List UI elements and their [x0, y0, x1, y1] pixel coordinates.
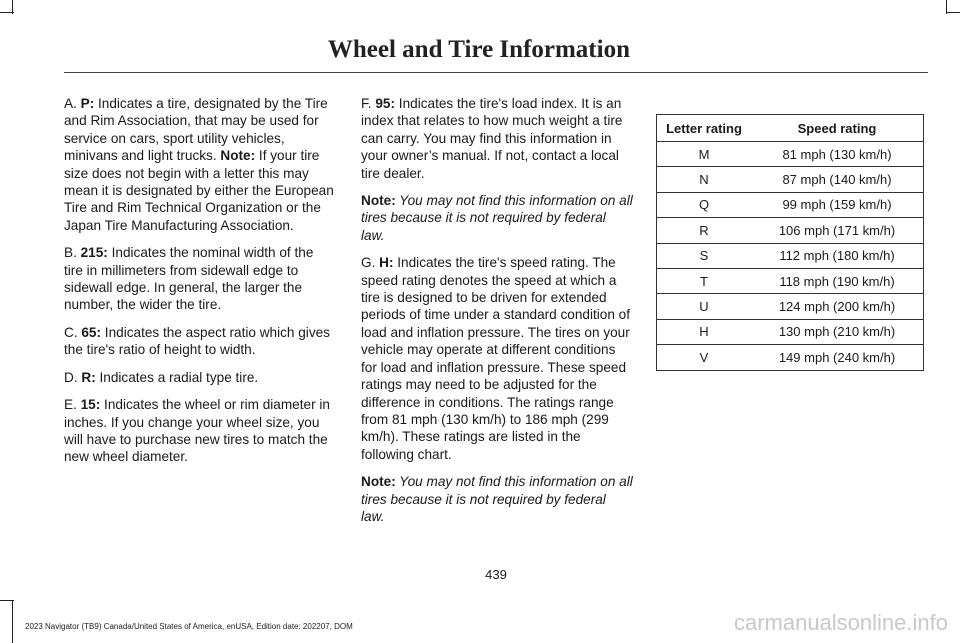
column-header-speed-rating: Speed rating — [751, 115, 924, 142]
item-a-note-text: If your tire size does not begin with a letter this may mean it is designated by either the European Tire and Rim Technical Organization or the Japan Tire Manufacturing Association. — [64, 148, 334, 233]
item-d-text: Indicates a radial type tire. — [95, 369, 259, 385]
item-f-text: Indicates the tire's load index. It is an index that relates to how much weight a tire can carry. You may find this information in your owner’s manual. If not, contact a local tire dealer. — [361, 96, 623, 181]
letter-cell: Q — [657, 192, 752, 217]
speed-cell: 118 mph (190 km/h) — [751, 268, 924, 293]
item-c — [64, 324, 336, 359]
item-e — [64, 396, 336, 466]
item-a-note-label: Note: — [220, 148, 256, 164]
table-row — [657, 167, 924, 192]
crop-mark — [946, 12, 960, 13]
letter-cell: V — [657, 345, 752, 370]
speed-cell: 124 mph (200 km/h) — [751, 294, 924, 319]
header-rule — [64, 72, 928, 73]
item-e-key: 15: — [80, 397, 101, 413]
table-row — [657, 294, 924, 319]
left-column — [64, 95, 336, 476]
page-title: Wheel and Tire Information — [327, 36, 630, 63]
item-b — [64, 244, 336, 314]
speed-cell: 87 mph (140 km/h) — [751, 167, 924, 192]
item-d-key: R: — [81, 369, 96, 385]
speed-cell: 149 mph (240 km/h) — [751, 345, 924, 370]
item-e-text: Indicates the wheel or rim diameter in inches. If you change your wheel size, you will have to purchase new tires to match the new wheel diameter. — [64, 397, 330, 465]
note-2-text: You may not find this information on all tires because it is not required by federal law. — [361, 474, 633, 524]
item-d — [64, 369, 336, 386]
table-row — [657, 319, 924, 344]
item-b-key: 215: — [80, 245, 108, 261]
letter-cell: H — [657, 319, 752, 344]
item-f — [361, 95, 633, 182]
crop-mark — [12, 600, 13, 643]
item-a-key: P: — [80, 96, 95, 111]
item-g — [361, 254, 633, 463]
item-c-text: Indicates the aspect ratio which gives the tire's ratio of height to width. — [64, 324, 330, 358]
item-c-prefix: C. — [64, 324, 82, 340]
letter-cell: U — [657, 294, 752, 319]
speed-rating-table — [656, 114, 924, 371]
note-1-label: Note: — [361, 193, 396, 209]
table-row — [657, 243, 924, 268]
item-c-key: 65: — [81, 324, 102, 340]
note-1 — [361, 192, 633, 244]
item-a-text: Indicates a tire, designated by the Tire and Rim Association, that may be used for service on cars, sport utility vehicles, minivans and light trucks. — [64, 96, 328, 164]
table-row — [657, 192, 924, 217]
table-row — [657, 268, 924, 293]
speed-cell: 130 mph (210 km/h) — [751, 319, 924, 344]
crop-mark — [0, 12, 14, 13]
note-2-label: Note: — [361, 474, 396, 490]
speed-cell: 106 mph (171 km/h) — [751, 218, 924, 243]
speed-cell: 99 mph (159 km/h) — [751, 192, 924, 217]
middle-column — [361, 95, 633, 535]
speed-cell: 112 mph (180 km/h) — [751, 243, 924, 268]
letter-cell: S — [657, 243, 752, 268]
watermark: carmanualsonline.info — [733, 610, 948, 635]
item-b-prefix: B. — [64, 245, 81, 261]
item-a — [64, 95, 336, 234]
letter-cell: M — [657, 142, 752, 167]
item-g-text: Indicates the tire's speed rating. The speed rating denotes the speed at which a tire is designed to be driven for extended periods of time under a standard condition of load and inflation pressure. The tires on your vehicle may operate at different conditions for load and inflation pressure. These speed ratings may need to be adjusted for the difference in conditions. The ratings range from 81 mph (130 km/h) to 186 mph (299 km/h). These ratings are listed in the following chart. — [361, 255, 631, 462]
table-row — [657, 218, 924, 243]
page-number: 439 — [485, 567, 507, 582]
item-f-key: 95: — [375, 96, 396, 111]
item-a-prefix: A. — [64, 96, 81, 111]
column-header-letter-rating: Letter rating — [657, 115, 752, 142]
table-row — [657, 142, 924, 167]
letter-cell: N — [657, 167, 752, 192]
item-b-text: Indicates the nominal width of the tire in millimeters from sidewall edge to sidewall edge. In general, the larger the number, the wider the tire. — [64, 245, 314, 313]
note-1-text: You may not find this information on all tires because it is not required by federal law. — [361, 193, 633, 243]
item-g-prefix: G. — [361, 255, 380, 271]
item-e-prefix: E. — [64, 397, 81, 413]
table-header-row — [657, 115, 924, 142]
speed-cell: 81 mph (130 km/h) — [751, 142, 924, 167]
letter-cell: T — [657, 268, 752, 293]
table-row — [657, 345, 924, 370]
edition-footer: 2023 Navigator (TB9) Canada/United States of America, enUSA, Edition date: 202207, DOM — [25, 622, 353, 631]
note-2 — [361, 473, 633, 525]
item-d-prefix: D. — [64, 369, 82, 385]
letter-cell: R — [657, 218, 752, 243]
item-g-key: H: — [379, 255, 394, 271]
item-f-prefix: F. — [361, 96, 376, 111]
crop-mark — [0, 600, 14, 601]
